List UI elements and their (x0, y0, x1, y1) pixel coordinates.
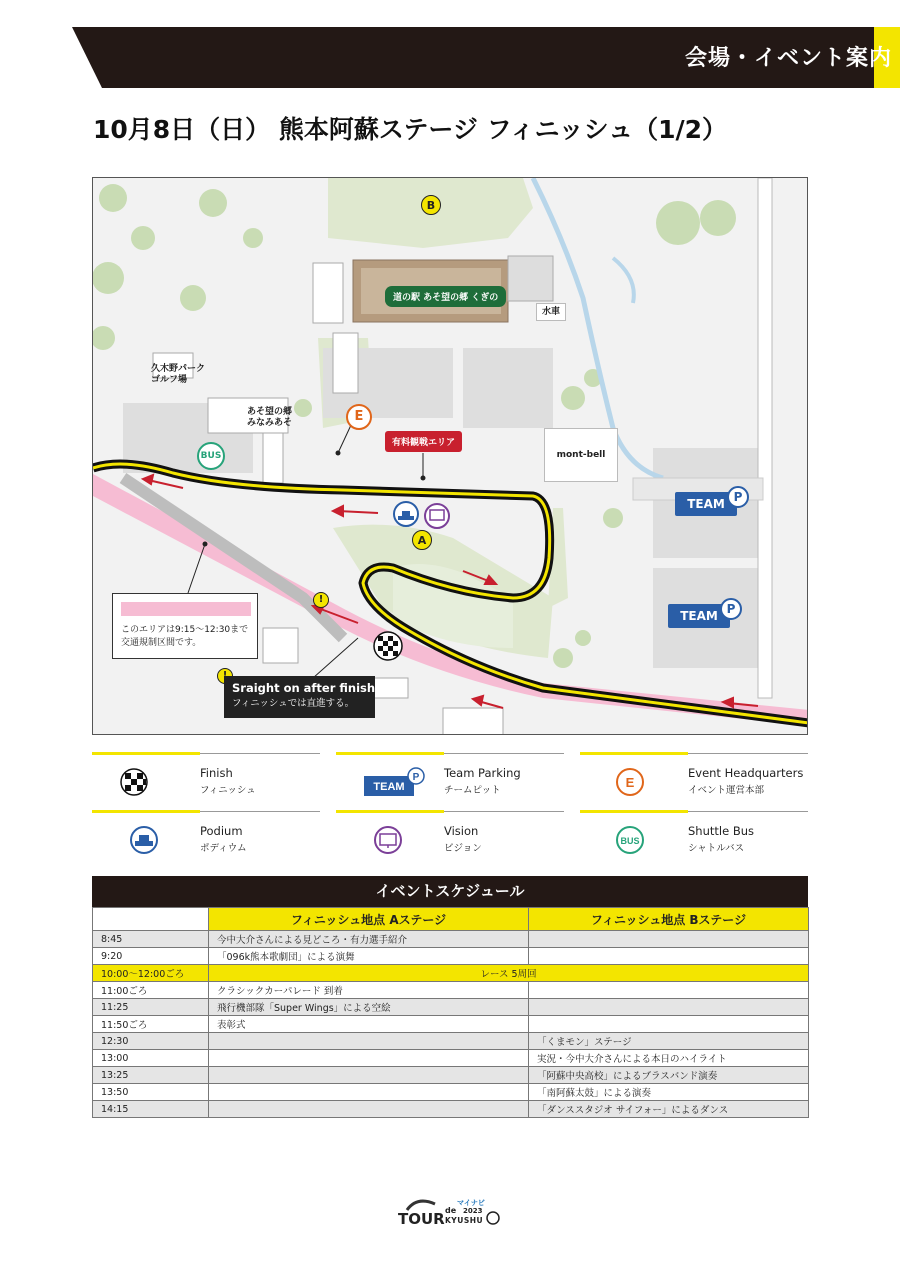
michinoeki-label: 道の駅 あそ望の郷 くぎの (385, 286, 506, 307)
logo-year: 2023 (463, 1207, 483, 1215)
banner-title: 会場・イベント案内 (684, 46, 892, 71)
header-banner (72, 27, 900, 88)
team-parking-icon (364, 766, 424, 798)
paid-area-label: 有料観戦エリア (385, 431, 462, 452)
cell-a: 「096k熊本歌劇団」による演舞 (209, 948, 529, 965)
event-hq-icon (608, 766, 668, 798)
cell-time: 12:30 (93, 1033, 209, 1050)
legend-finish (92, 752, 320, 808)
podium-icon (120, 824, 180, 856)
cell-a: 飛行機部隊「Super Wings」による空絵 (209, 999, 529, 1016)
cell-a: クラシックカーパレード 到着 (209, 982, 529, 999)
legend-sub: イベント運営本部 (688, 785, 765, 796)
suisha-label: 水車 (536, 303, 566, 321)
straight-note-en: Sraight on after finish (232, 681, 376, 695)
team-parking-sign-1 (675, 486, 755, 516)
cell-a (209, 1050, 529, 1067)
cell-time: 10:00〜12:00ごろ (93, 965, 209, 982)
legend-label: Shuttle Bus (688, 824, 754, 838)
table-row (93, 1016, 809, 1033)
legend-sub: ポディウム (200, 843, 247, 854)
table-row (93, 1033, 809, 1050)
map-legend (92, 752, 808, 862)
logo-mynavi: マイナビ (457, 1199, 485, 1207)
legend-vision (336, 810, 564, 866)
cell-time: 11:50ごろ (93, 1016, 209, 1033)
cell-time: 13:25 (93, 1067, 209, 1084)
cell-b: 「ダンススタジオ サイフォー」によるダンス (529, 1101, 809, 1118)
legend-label: Vision (444, 824, 479, 838)
cell-b (529, 1016, 809, 1033)
cell-time: 14:15 (93, 1101, 209, 1118)
cell-b: 実況・今中大介さんによる本日のハイライト (529, 1050, 809, 1067)
cell-time: 13:00 (93, 1050, 209, 1067)
cell-a: 今中大介さんによる見どころ・有力選手紹介 (209, 931, 529, 948)
team-label: TEAM (668, 604, 730, 628)
cell-time: 11:25 (93, 999, 209, 1016)
cell-b (529, 982, 809, 999)
parking-p-icon: P (720, 598, 742, 620)
cell-race: レース 5周回 (209, 965, 809, 982)
cell-time: 11:00ごろ (93, 982, 209, 999)
header-a-stage: フィニッシュ地点 Aステージ (209, 908, 529, 931)
header-b-stage: フィニッシュ地点 Bステージ (529, 908, 809, 931)
restricted-area-note (112, 593, 258, 659)
cell-b (529, 931, 809, 948)
event-hq-marker: E (346, 404, 372, 430)
svg-text:P: P (412, 772, 420, 783)
table-row (93, 1050, 809, 1067)
cell-a: 表彰式 (209, 1016, 529, 1033)
logo-tour: TOUR (398, 1210, 445, 1228)
straight-note-jp: フィニッシュでは直進する。 (232, 698, 355, 709)
legend-label: Event Headquarters (688, 766, 804, 780)
cell-b (529, 999, 809, 1016)
table-row (93, 1067, 809, 1084)
header-time (93, 908, 209, 931)
legend-sub: シャトルバス (688, 843, 745, 854)
cell-b: 「阿蘇中央高校」によるブラスバンド演奏 (529, 1067, 809, 1084)
team-parking-sign-2 (668, 598, 748, 628)
cell-time: 9:20 (93, 948, 209, 965)
svg-text:TEAM: TEAM (373, 781, 405, 793)
cell-a (209, 1101, 529, 1118)
golf-label: 久木野パーク ゴルフ場 (151, 364, 206, 385)
shuttle-bus-icon (608, 824, 668, 856)
stage-b-marker: B (421, 195, 441, 215)
vision-icon (364, 824, 424, 856)
stage-a-marker: A (412, 530, 432, 550)
legend-label: Finish (200, 766, 233, 780)
svg-text:E: E (625, 775, 635, 790)
montbell-label: mont-bell (544, 428, 618, 482)
schedule-table (92, 907, 809, 1118)
minamiaso-label: あそ望の郷 みなみあそ (247, 407, 293, 428)
finish-flag-icon (120, 766, 180, 798)
legend-sub: フィニッシュ (200, 785, 256, 796)
legend-event-hq (580, 752, 808, 808)
logo-de: de (445, 1206, 457, 1215)
table-row (93, 931, 809, 948)
straight-on-note (224, 676, 375, 718)
table-row (93, 982, 809, 999)
cell-b: 「南阿蘇太鼓」による演奏 (529, 1084, 809, 1101)
cell-a (209, 1033, 529, 1050)
svg-text:BUS: BUS (620, 836, 640, 846)
parking-p-icon: P (727, 486, 749, 508)
event-schedule (92, 876, 808, 1118)
cell-b (529, 948, 809, 965)
table-row (93, 1101, 809, 1118)
map-finish-flag-icon (374, 632, 402, 660)
table-row-race (93, 965, 809, 982)
schedule-header-row (93, 908, 809, 931)
page-title: 10月8日（日） 熊本阿蘇ステージ フィニッシュ（1/2） (93, 115, 728, 144)
legend-team-parking (336, 752, 564, 808)
schedule-title: イベントスケジュール (92, 876, 808, 907)
table-row (93, 1084, 809, 1101)
warning-icon: ! (313, 592, 329, 608)
legend-sub: チームピット (444, 785, 501, 796)
cell-time: 13:50 (93, 1084, 209, 1101)
table-row (93, 999, 809, 1016)
cell-b: 「くまモン」ステージ (529, 1033, 809, 1050)
venue-map (92, 177, 808, 735)
team-label: TEAM (675, 492, 737, 516)
cell-a (209, 1084, 529, 1101)
table-row (93, 948, 809, 965)
legend-podium (92, 810, 320, 866)
logo-kyushu: KYUSHU (445, 1216, 484, 1225)
tour-de-kyushu-logo (395, 1196, 507, 1228)
bus-stop-marker: BUS (197, 442, 225, 470)
restricted-color-swatch (121, 602, 251, 616)
cell-a (209, 1067, 529, 1084)
restricted-note-text: このエリアは9:15〜12:30まで 交通規制区間です。 (121, 625, 249, 648)
cell-time: 8:45 (93, 931, 209, 948)
legend-shuttle-bus (580, 810, 808, 866)
legend-sub: ビジョン (444, 843, 482, 854)
legend-label: Team Parking (444, 766, 521, 780)
legend-label: Podium (200, 824, 243, 838)
